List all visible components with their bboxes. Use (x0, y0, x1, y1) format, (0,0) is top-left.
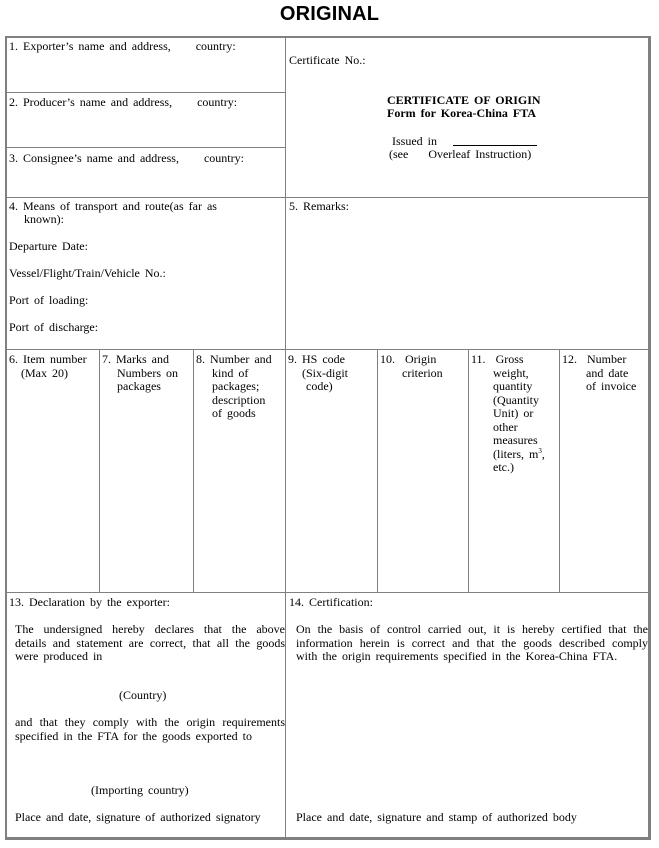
divider-col9-col10 (377, 350, 378, 592)
col-6-header: 6. Item number (Max 20) (9, 352, 87, 380)
certificate-heading: CERTIFICATE OF ORIGIN (387, 93, 541, 107)
col-7-header: 7. Marks and Numbers on packages (102, 352, 178, 393)
certification-paragraph: On the basis of control carried out, it is hereby certified that the information herein is correct and that the goods described comply with the origin requirements specified in the Korea-China FTA. (296, 622, 648, 663)
vessel-no-label: Vessel/Flight/Train/Vehicle No.: (9, 266, 166, 280)
divider-col7-col8 (193, 350, 194, 592)
transport-heading: 4. Means of transport and route(as far as (9, 199, 217, 213)
divider-row1-row2 (7, 197, 648, 198)
divider-box1-box2 (7, 92, 285, 93)
certificate-no-label: Certificate No.: (289, 53, 366, 67)
transport-heading-cont: known): (24, 212, 64, 226)
divider-col11-col12 (559, 350, 560, 592)
issued-in-blank[interactable] (453, 135, 537, 146)
declaration-importing-country-placeholder: (Importing country) (91, 783, 189, 797)
divider-vertical-main-top (285, 37, 286, 350)
exporter-label: 1. Exporter’s name and address, country: (9, 39, 236, 53)
declaration-signature-label: Place and date, signature of authorized signatory (15, 810, 261, 824)
producer-label: 2. Producer’s name and address, country: (9, 95, 238, 109)
document-title: ORIGINAL (279, 3, 380, 25)
port-discharge-label: Port of discharge: (9, 320, 99, 334)
declaration-paragraph-1: The undersigned hereby declares that the above details and statement are correct, that all the goods were produced in (15, 622, 285, 663)
divider-col6-col7 (99, 350, 100, 592)
divider-row3-row4 (7, 592, 648, 593)
col-10-header: 10. Origin criterion (380, 352, 443, 380)
declaration-heading: 13. Declaration by the exporter: (9, 595, 170, 609)
issued-in-text: Issued in (392, 134, 437, 148)
overleaf-instruction: (see Overleaf Instruction) (389, 147, 532, 161)
divider-box2-box3 (7, 147, 285, 148)
certification-signature-label: Place and date, signature and stamp of authorized body (296, 810, 577, 824)
divider-row2-row3 (7, 349, 648, 350)
col-12-header: 12. Number and date of invoice (562, 352, 637, 393)
declaration-paragraph-2: and that they comply with the origin requirements specified in the FTA for the goods exported to (15, 715, 285, 743)
col-8-header: 8. Number and kind of packages; description of goods (196, 352, 272, 420)
consignee-label: 3. Consignee’s name and address, country: (9, 151, 244, 165)
port-loading-label: Port of loading: (9, 293, 89, 307)
divider-col8-col9 (285, 350, 286, 592)
col-11-header: 11. Gross weight, quantity (Quantity Unit) or other measures (liters, $m^3$, etc.) (471, 352, 545, 474)
remarks-label: 5. Remarks: (289, 199, 349, 213)
divider-vertical-main-bottom (285, 593, 286, 837)
certification-heading: 14. Certification: (289, 595, 373, 609)
departure-date-label: Departure Date: (9, 239, 88, 253)
declaration-country-placeholder: (Country) (119, 688, 167, 702)
col-9-header: 9. HS code (Six-digit code) (288, 352, 349, 393)
certificate-form-subheading: Form for Korea-China FTA (387, 106, 536, 120)
divider-col10-col11 (468, 350, 469, 592)
